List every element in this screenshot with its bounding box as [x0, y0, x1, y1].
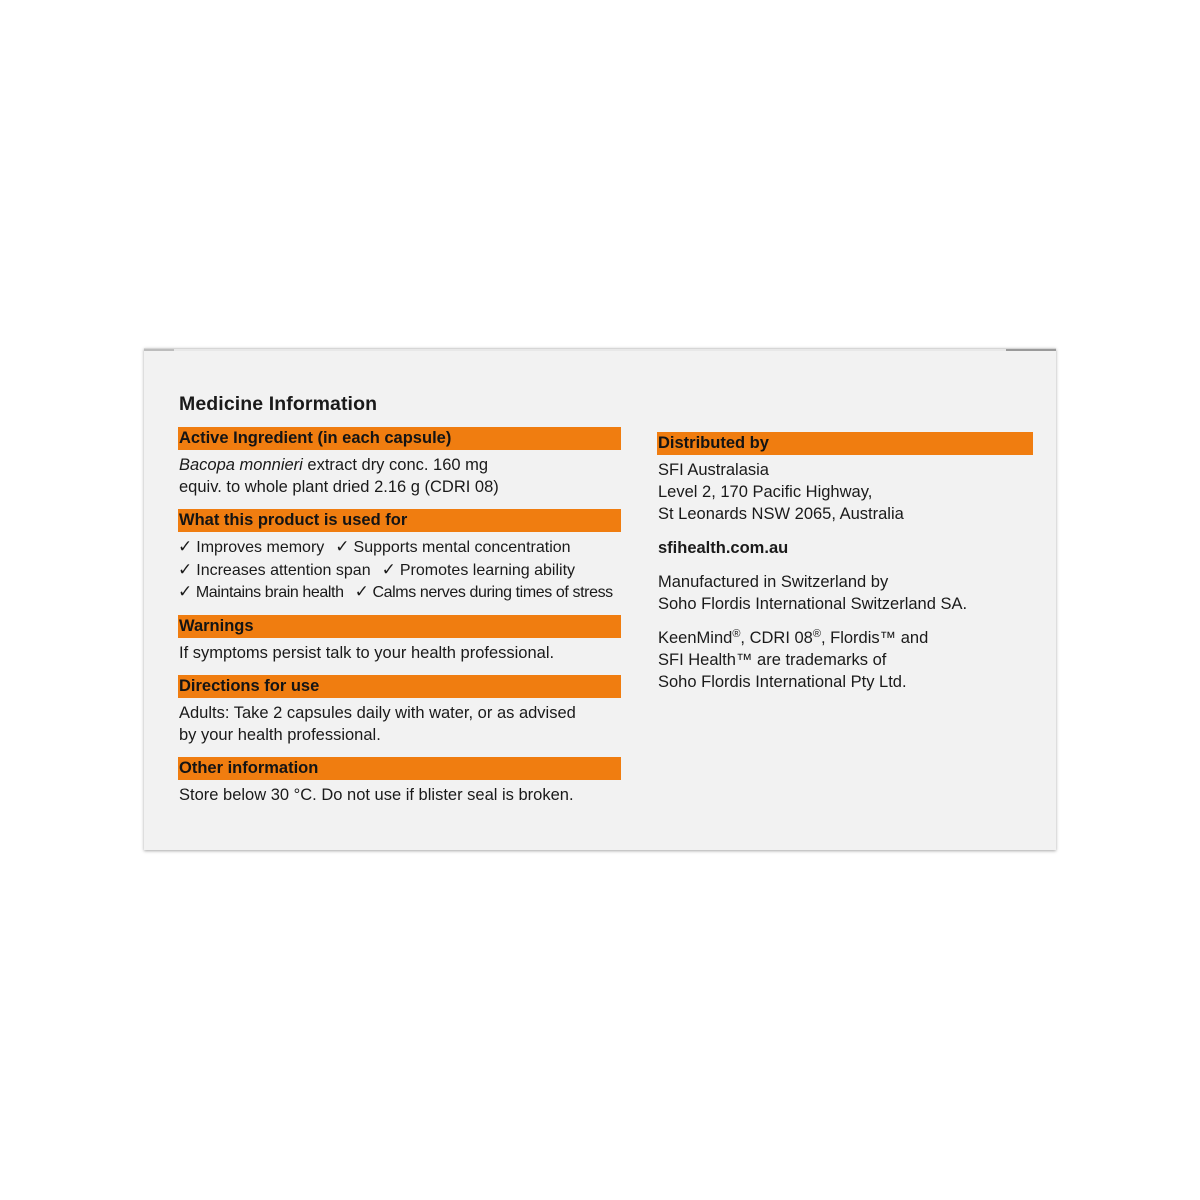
trademarks-block — [658, 627, 1033, 693]
warnings-line: If symptoms persist talk to your health professional. — [179, 643, 555, 662]
active-ingredient-text — [179, 454, 621, 498]
check-icon: ✓ — [381, 559, 396, 579]
active-ingredient-section — [178, 427, 621, 498]
warnings-text — [179, 642, 621, 664]
uses-section — [178, 509, 621, 604]
directions-text — [179, 702, 621, 746]
check-icon: ✓ — [354, 582, 369, 601]
benefit-label: Promotes learning ability — [399, 561, 576, 579]
directions-line-1: Adults: Take 2 capsules daily with water, or as advised — [179, 703, 576, 722]
directions-section — [178, 675, 621, 746]
benefit-row — [178, 536, 621, 559]
extract-text: extract dry conc. 160 mg — [302, 456, 489, 474]
check-icon: ✓ — [178, 559, 193, 579]
active-ingredient-title: Active Ingredient (in each capsule) — [178, 427, 621, 450]
manufacturer-block — [658, 571, 1033, 615]
warnings-section — [178, 615, 621, 664]
other-info-text — [179, 784, 621, 806]
registered-mark: ® — [812, 628, 821, 640]
benefit-row — [178, 559, 621, 582]
benefit-item — [382, 559, 575, 582]
distributed-by-title: Distributed by — [657, 432, 1033, 455]
active-ingredient-line-2: equiv. to whole plant dried 2.16 g (CDRI 08) — [179, 478, 499, 496]
benefit-item — [178, 559, 371, 582]
left-column — [178, 393, 621, 817]
flordis-brand: , Flordis™ and — [820, 629, 929, 647]
address-line: Level 2, 170 Pacific Highway, — [658, 483, 873, 501]
address-line: St Leonards NSW 2065, Australia — [658, 505, 904, 523]
website-url: sfihealth.com.au — [658, 539, 789, 557]
address-line: SFI Australasia — [658, 461, 769, 479]
manufacturer-line: Manufactured in Switzerland by — [658, 573, 889, 591]
website-block — [658, 537, 1033, 559]
manufacturer-line: Soho Flordis International Switzerland SA. — [658, 595, 968, 613]
distributor-address — [658, 459, 1033, 525]
trademarks-line-3: Soho Flordis International Pty Ltd. — [658, 673, 907, 691]
benefit-label: Maintains brain health — [195, 584, 344, 601]
warnings-title: Warnings — [178, 615, 621, 638]
other-info-line: Store below 30 °C. Do not use if blister seal is broken. — [179, 785, 574, 804]
benefit-item — [178, 581, 344, 604]
benefit-item — [355, 581, 613, 604]
benefit-label: Calms nerves during times of stress — [372, 584, 613, 601]
other-info-title: Other information — [178, 757, 621, 780]
benefits-list — [178, 536, 621, 604]
benefit-label: Supports mental concentration — [353, 539, 571, 556]
benefit-item — [335, 536, 570, 559]
cdri-brand: , CDRI 08 — [740, 629, 813, 647]
check-icon: ✓ — [335, 537, 350, 556]
species-name: Bacopa monnieri — [179, 456, 303, 474]
right-column — [657, 432, 1033, 693]
benefit-label: Improves memory — [196, 539, 325, 556]
registered-mark: ® — [732, 628, 741, 640]
uses-title: What this product is used for — [178, 509, 621, 532]
package-panel — [144, 348, 1056, 850]
directions-title: Directions for use — [178, 675, 621, 698]
check-icon: ✓ — [178, 537, 193, 556]
medicine-info-heading: Medicine Information — [179, 393, 378, 415]
trademarks-line-2: SFI Health™ are trademarks of — [658, 651, 887, 669]
other-info-section — [178, 757, 621, 806]
active-ingredient-line-1 — [179, 454, 621, 476]
keenmind-brand: KeenMind — [658, 629, 733, 647]
trademarks-line-1 — [658, 627, 1033, 649]
benefit-row — [178, 581, 621, 604]
benefit-item — [178, 536, 324, 559]
directions-line-2: by your health professional. — [179, 725, 381, 744]
check-icon: ✓ — [178, 582, 192, 601]
benefit-label: Increases attention span — [196, 561, 371, 579]
